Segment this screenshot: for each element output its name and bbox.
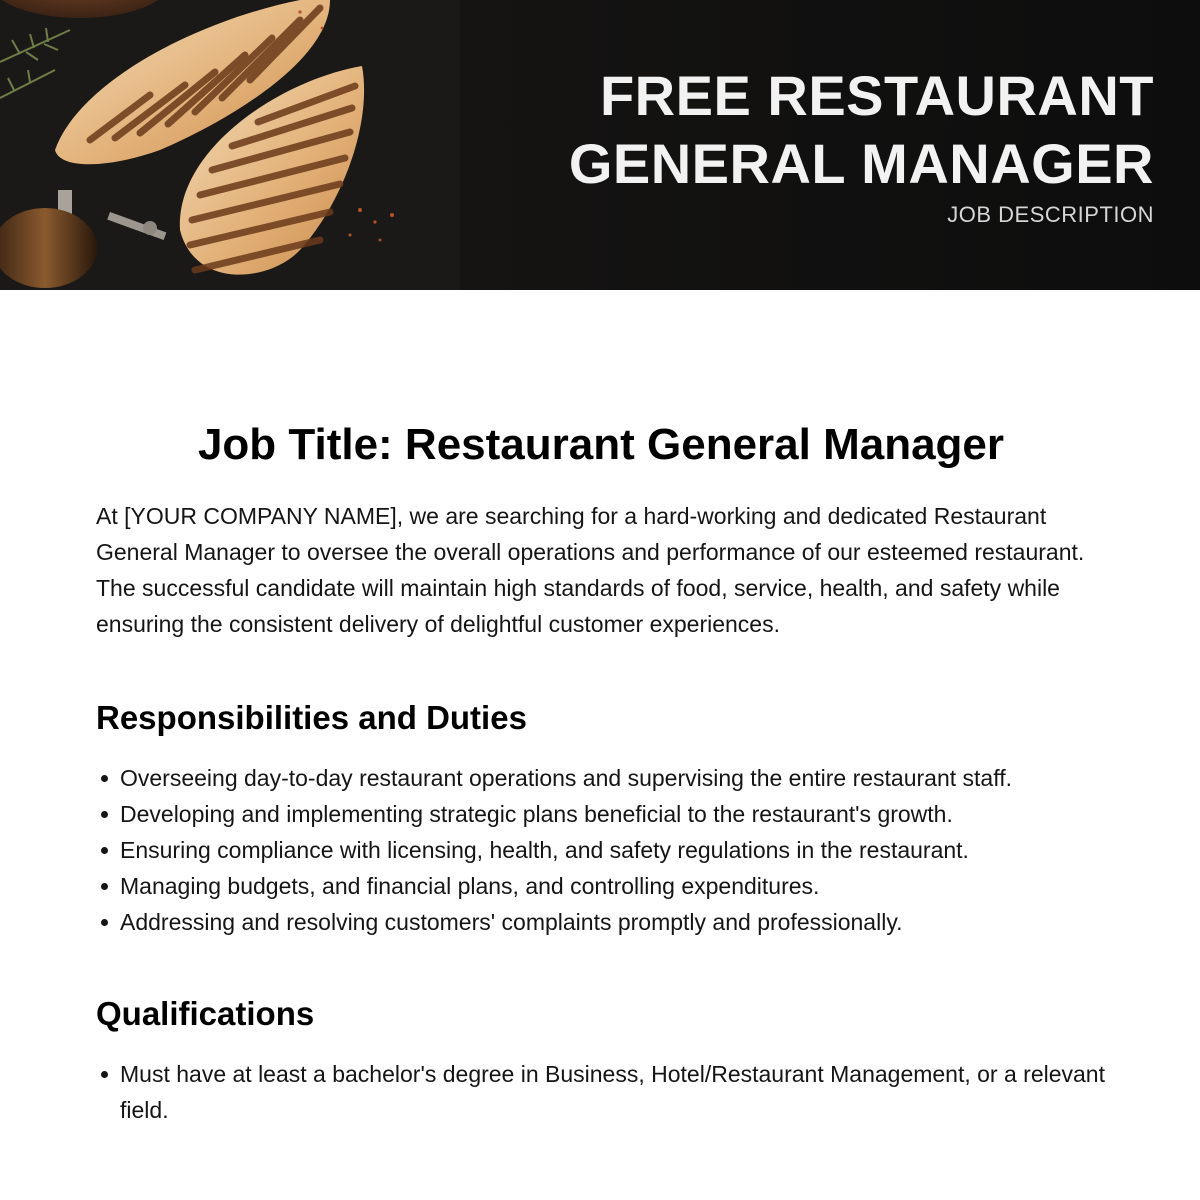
list-item: Must have at least a bachelor's degree in Business, Hotel/Restaurant Management, or a relevant field. — [96, 1056, 1106, 1128]
list-item: Addressing and resolving customers' complaints promptly and professionally. — [96, 904, 1106, 940]
list-item: Overseeing day-to-day restaurant operations and supervising the entire restaurant staff. — [96, 760, 1106, 796]
intro-paragraph: At [YOUR COMPANY NAME], we are searching for a hard-working and dedicated Restaurant General Manager to oversee the overall operations and performance of our esteemed restaurant. The successful candidate will maintain high standards of food, service, health, and safety while ensuring the consistent delivery of delightful customer experiences. — [96, 503, 1085, 637]
header-banner — [0, 0, 1200, 290]
list-item: Managing budgets, and financial plans, and controlling expenditures. — [96, 868, 1106, 904]
grilled-chicken-image — [0, 0, 460, 290]
banner-title — [569, 62, 1154, 198]
list-item: Ensuring compliance with licensing, health, and safety regulations in the restaurant. — [96, 832, 1106, 868]
banner-subtitle: JOB DESCRIPTION — [947, 202, 1154, 227]
banner-title-line-2: GENERAL MANAGER — [568, 132, 1154, 195]
document-body — [96, 416, 1106, 1128]
responsibilities-heading: Responsibilities and Duties — [96, 699, 527, 736]
responsibilities-list — [96, 760, 1106, 940]
qualifications-heading: Qualifications — [96, 995, 315, 1032]
banner-title-line-1: FREE RESTAURANT — [599, 64, 1154, 127]
page-title: Job Title: Restaurant General Manager — [197, 420, 1005, 469]
qualifications-list — [96, 1056, 1106, 1128]
list-item: Developing and implementing strategic plans beneficial to the restaurant's growth. — [96, 796, 1106, 832]
